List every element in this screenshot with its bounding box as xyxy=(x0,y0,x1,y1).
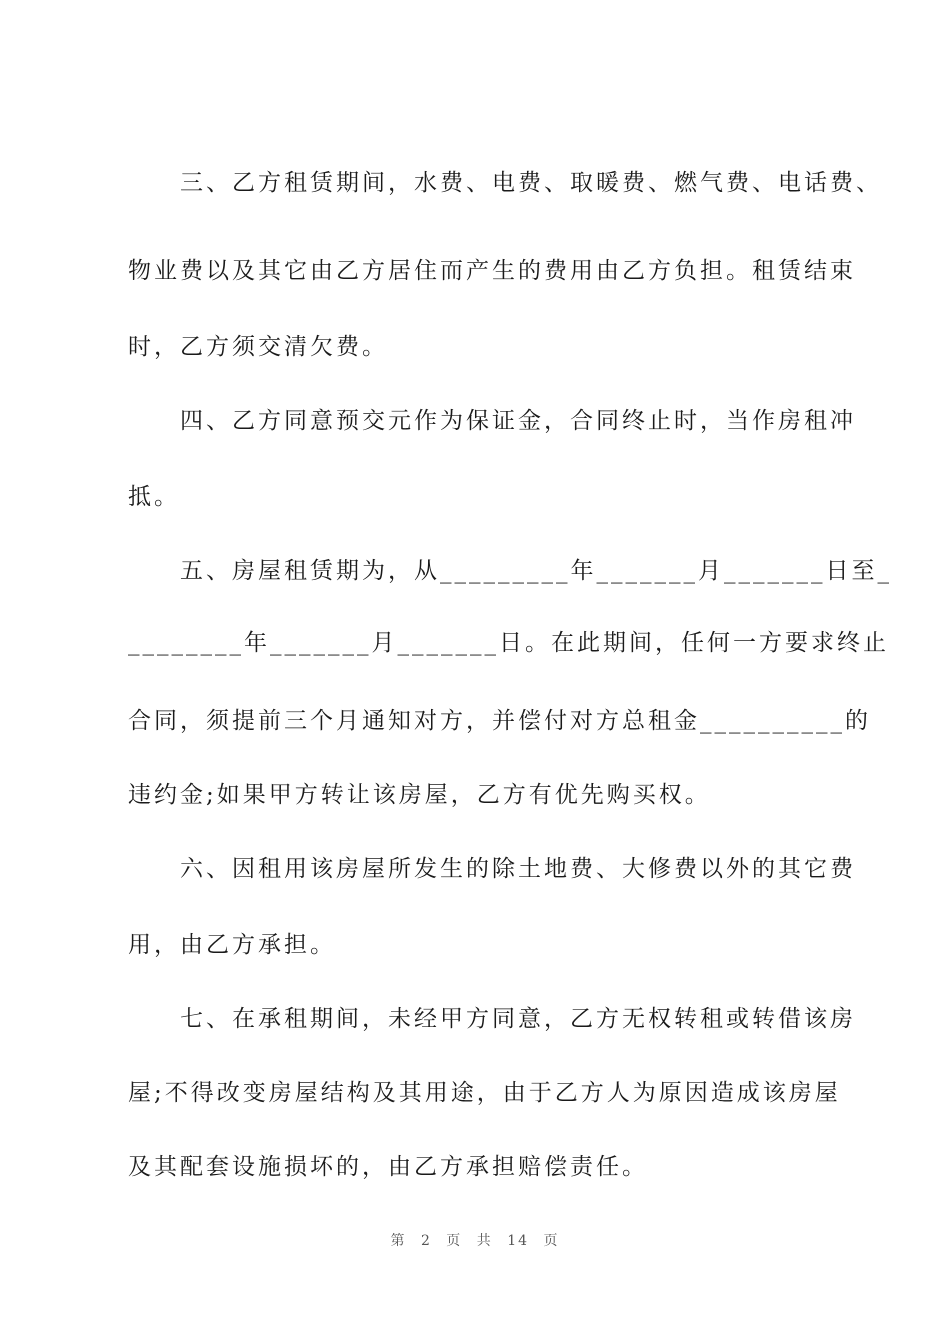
text-line: 五、房屋租赁期为，从_________年_______月_______日至_ xyxy=(128,558,892,584)
page-number-footer: 第 2 页 共 14 页 xyxy=(390,1233,560,1249)
text-line: 用，由乙方承担。 xyxy=(128,932,336,958)
text-line: ________年_______月_______日。在此期间，任何一方要求终止 xyxy=(128,630,889,656)
text-line: 合同，须提前三个月通知对方，并偿付对方总租金__________的 xyxy=(128,708,871,734)
text-line: 六、因租用该房屋所发生的除土地费、大修费以外的其它费 xyxy=(128,856,856,882)
text-line: 四、乙方同意预交元作为保证金，合同终止时，当作房租冲 xyxy=(128,408,856,434)
text-line: 抵。 xyxy=(128,484,180,510)
text-line: 违约金;如果甲方转让该房屋，乙方有优先购买权。 xyxy=(128,782,711,808)
text-line: 物业费以及其它由乙方居住而产生的费用由乙方负担。租赁结束 xyxy=(128,258,856,284)
text-line: 三、乙方租赁期间，水费、电费、取暖费、燃气费、电话费、 xyxy=(128,170,882,196)
text-line: 屋;不得改变房屋结构及其用途，由于乙方人为原因造成该房屋 xyxy=(128,1080,841,1106)
text-line: 七、在承租期间，未经甲方同意，乙方无权转租或转借该房 xyxy=(128,1006,856,1032)
text-line: 及其配套设施损坏的，由乙方承担赔偿责任。 xyxy=(128,1154,648,1180)
text-line: 时，乙方须交清欠费。 xyxy=(128,334,388,360)
